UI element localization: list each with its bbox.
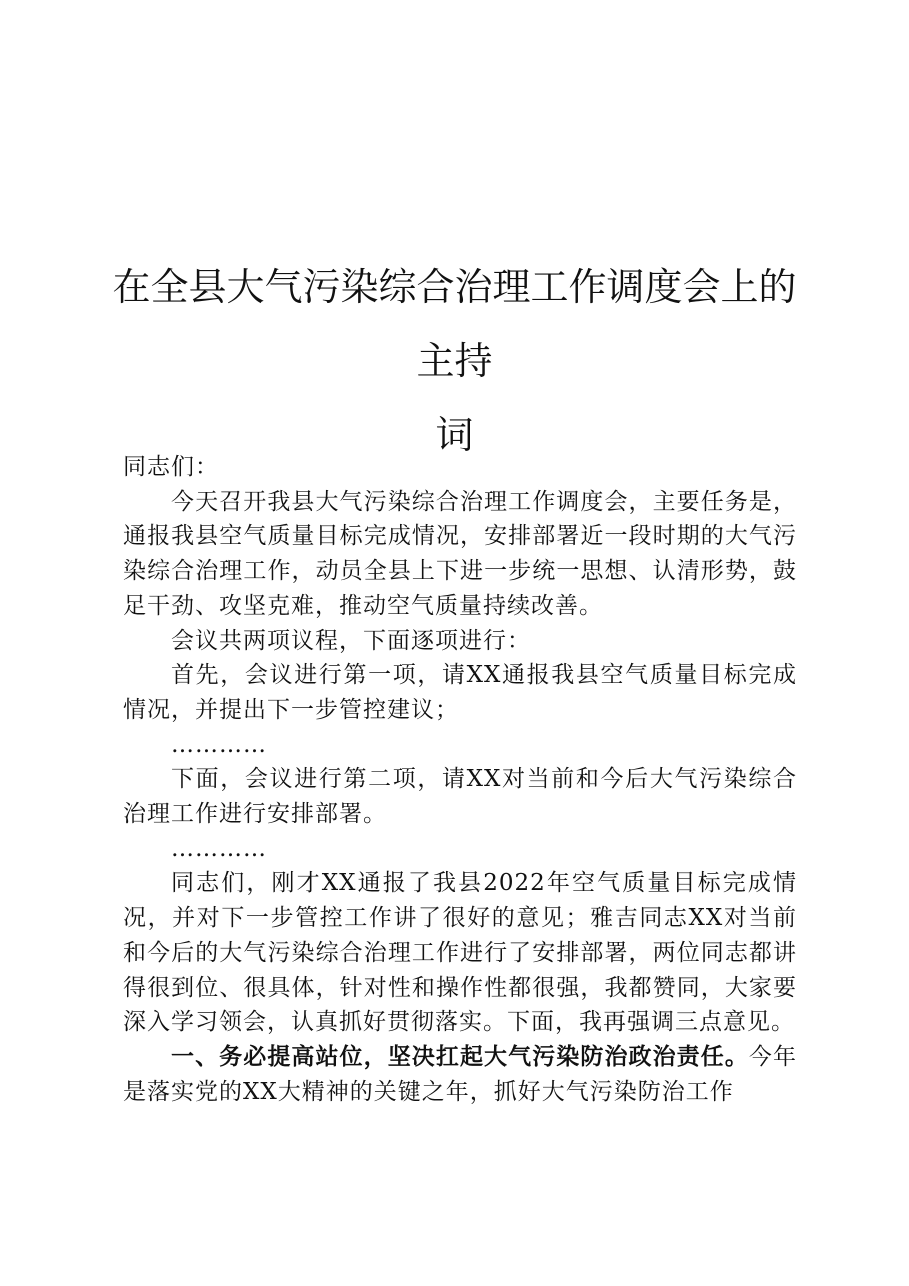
document-body bbox=[123, 450, 797, 1109]
ellipsis-1: ………… bbox=[171, 731, 267, 758]
paragraph-2: 会议共两项议程，下面逐项进行： bbox=[171, 627, 531, 654]
paragraph-3: 首先，会议进行第一项，请XX通报我县空气质量目标完成情况，并提出下一步管控建议； bbox=[123, 662, 797, 723]
paragraph-6-text: 今年是落实党的XX大精神的关键之年，抓好大气污染防治工作 bbox=[123, 1043, 798, 1105]
salutation: 同志们： bbox=[123, 454, 219, 480]
paragraph-5: 同志们，刚才XX通报了我县2022年空气质量目标完成情况，并对下一步管控工作讲了很好的意见；雅吉同志XX对当前和今后的大气污染综合治理工作进行了安排部署，两位同志都讲得很到位、很具体，针对性和操作性都很强，我都赞同，大家要深入学习领会，认真抓好贯彻落实。下面，我再强调三点意见。 bbox=[123, 870, 797, 1036]
section-heading-1: 一、务必提高站位，坚决扛起大气污染防治政治责任。 bbox=[171, 1043, 749, 1070]
title-line-2: 词 bbox=[435, 413, 474, 457]
paragraph-4: 下面，会议进行第二项，请XX对当前和今后大气污染综合治理工作进行安排部署。 bbox=[123, 766, 797, 828]
title-line-1: 在全县大气污染综合治理工作调度会上的主持 bbox=[112, 265, 797, 383]
document-title bbox=[100, 250, 809, 472]
paragraph-1: 今天召开我县大气污染综合治理工作调度会，主要任务是，通报我县空气质量目标完成情况，安排部署近一段时期的大气污染综合治理工作，动员全县上下进一步统一思想、认清形势，鼓足干劲、攻坚克难，推动空气质量持续改善。 bbox=[123, 488, 797, 619]
paragraph-6 bbox=[123, 1040, 797, 1109]
ellipsis-2: ………… bbox=[171, 835, 267, 862]
